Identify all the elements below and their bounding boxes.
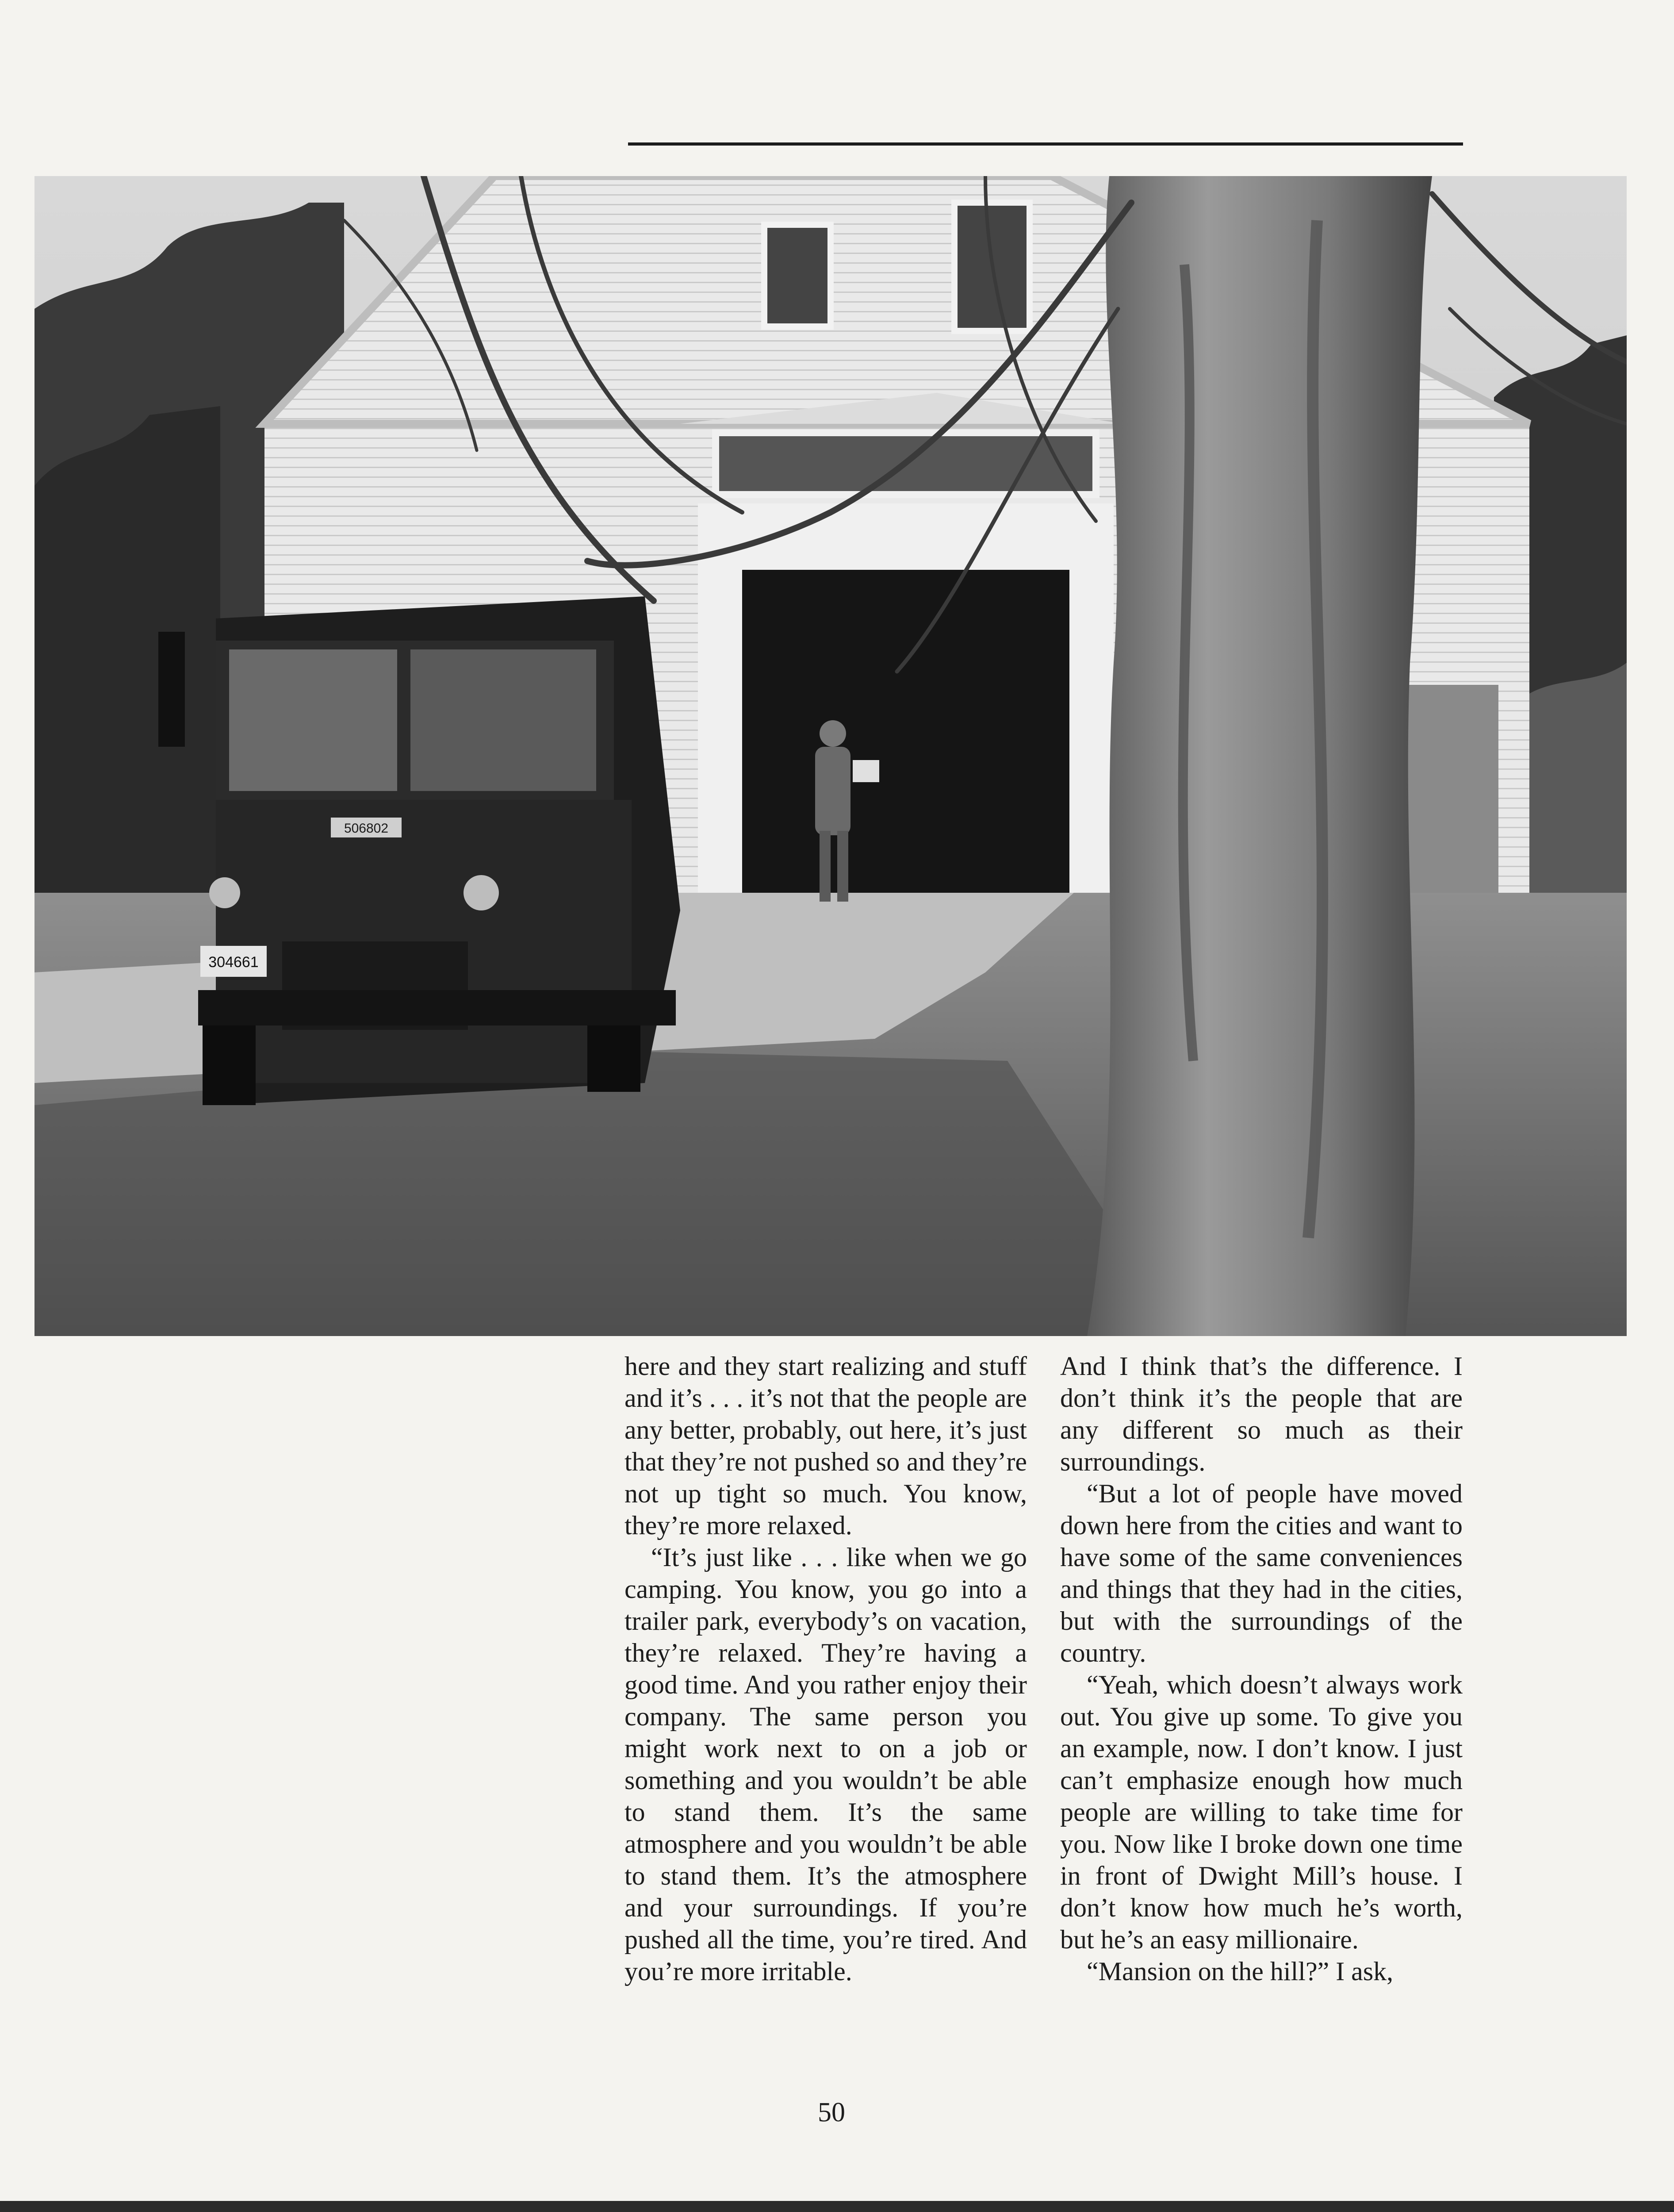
paragraph: “Yeah, which doesn’t always work out. You give up some. To give you an example, now. I don’t know. I just can’t emphasize enough how much people are willing to take time for you. Now like I broke down one time in front of Dwight Mill’s house. I don’t know how much he’s worth, but he’s an easy millionaire. [1060,1670,1463,1954]
paragraph: here and they start realizing and stuff and it’s . . . it’s not that the people are any better, probably, out here, it’s just that they’re not pushed so and they’re not up tight so much. You know, they’re more relaxed. [624,1352,1027,1540]
paragraph: “Mansion on the hill?” I ask, [1087,1957,1394,1986]
page-number: 50 [818,2097,845,2128]
truck-number-text: 506802 [344,821,389,836]
license-plate-text: 304661 [208,954,259,971]
paragraph: And I think that’s the difference. I don’t think it’s the people that are any different so much as their surroundings. [1060,1352,1463,1476]
text-column-left [624,1350,1027,1987]
paragraph: “It’s just like . . . like when we go camping. You know, you go into a trailer park, everybody’s on vacation, they’re relaxed. They’re having a good time. And you rather enjoy their company. The same person you might work next to on a job or something and you wouldn’t be able to stand them. It’s the same atmosphere and you wouldn’t be able to stand them. It’s the atmosphere and your surroundings. If you’re pushed all the time, you’re tired. And you’re more irritable. [624,1543,1027,1986]
photograph-delivery-truck-barn [34,176,1627,1336]
header-rule [628,142,1463,146]
scan-bottom-edge [0,2201,1674,2212]
paragraph: “But a lot of people have moved down here from the cities and want to have some of the same conveniences and things that they had in the cities, but with the surroundings of the country. [1060,1479,1463,1667]
text-column-right [1060,1350,1463,1987]
